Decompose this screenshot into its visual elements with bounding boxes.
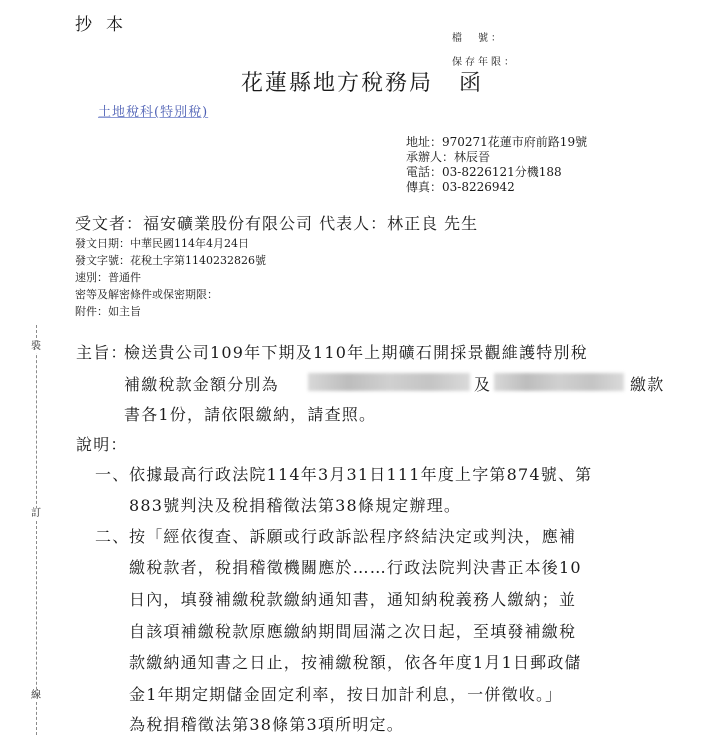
file-number-label: 檔 號： <box>452 33 504 44</box>
subject-line-3: 書各1份，請依限繳納，請查照。 <box>124 405 377 424</box>
explanation-item-2-line: 自該項補繳稅款原應繳納期間屆滿之次日起，至填發補繳稅 <box>129 622 577 641</box>
binding-mark-bind: 裝 <box>31 341 41 352</box>
subject-line-2-c: 繳款 <box>630 375 665 394</box>
attachment: 附件：如主旨 <box>75 305 141 318</box>
explanation-item-1-number: 一、 <box>95 465 130 484</box>
explanation-item-2-line: 繳稅款者，稅捐稽徵機關應於……行政法院判決書正本後10 <box>129 558 582 577</box>
contact-phone: 電話：03-8226121分機188 <box>406 165 562 179</box>
explanation-item-2-line: 金1年期定期儲金固定利率，按日加計利息，一併徵收。」 <box>129 685 563 704</box>
binding-mark-staple: 訂 <box>31 508 41 519</box>
delivery-speed: 速別：普通件 <box>75 271 141 284</box>
contact-fax: 傳真：03-8226942 <box>406 180 515 194</box>
binding-line <box>36 325 37 735</box>
issue-date: 發文日期：中華民國114年4月24日 <box>75 237 249 250</box>
contact-address: 地址：970271花蓮市府前路19號 <box>406 135 588 149</box>
explanation-item-2-line: 款繳納通知書之日止，按補繳稅額，依各年度1月1日郵政儲 <box>129 653 582 672</box>
explanation-item-1-line-2: 883號判決及稅捐稽徵法第38條規定辦理。 <box>129 496 462 515</box>
agency-name: 花蓮縣地方稅務局 <box>241 71 434 96</box>
explanation-item-2-line: 為稅捐稽徵法第38條第3項所明定。 <box>129 715 404 734</box>
subject-line-2-a: 補繳稅款金額分別為 <box>124 375 279 394</box>
document-title <box>241 66 483 97</box>
secrecy-level: 密等及解密條件或保密期限： <box>75 288 218 301</box>
explanation-item-1-line-1: 依據最高行政法院114年3月31日111年度上字第874號、第 <box>129 465 593 484</box>
department-stamp: 土地稅科(特別稅) <box>98 105 209 120</box>
explanation-item-2-line: 日內，填發補繳稅款繳納通知書，通知納稅義務人繳納；並 <box>129 590 577 609</box>
explanation-item-2-number: 二、 <box>95 527 130 546</box>
subject-line-1: 檢送貴公司109年下期及110年上期礦石開採景觀維護特別稅 <box>124 343 588 362</box>
redacted-amount-2 <box>494 373 624 391</box>
explanation-label: 說明： <box>76 435 128 454</box>
redacted-amount-1 <box>308 373 470 391</box>
contact-handler: 承辦人：林辰晉 <box>406 150 491 164</box>
subject-line-2-b: 及 <box>474 375 492 394</box>
recipient-line: 受文者：福安礦業股份有限公司 代表人：林正良 先生 <box>75 214 479 233</box>
copy-label: 抄本 <box>75 15 137 35</box>
document-type: 函 <box>459 71 484 96</box>
subject-label: 主旨： <box>76 343 128 362</box>
document-number: 發文字號：花稅土字第1140232826號 <box>75 254 266 267</box>
explanation-item-2-line: 按「經依復查、訴願或行政訴訟程序終結決定或判決，應補 <box>129 527 577 546</box>
retention-period-label: 保存年限： <box>452 57 517 68</box>
binding-mark-line: 線 <box>31 690 41 701</box>
